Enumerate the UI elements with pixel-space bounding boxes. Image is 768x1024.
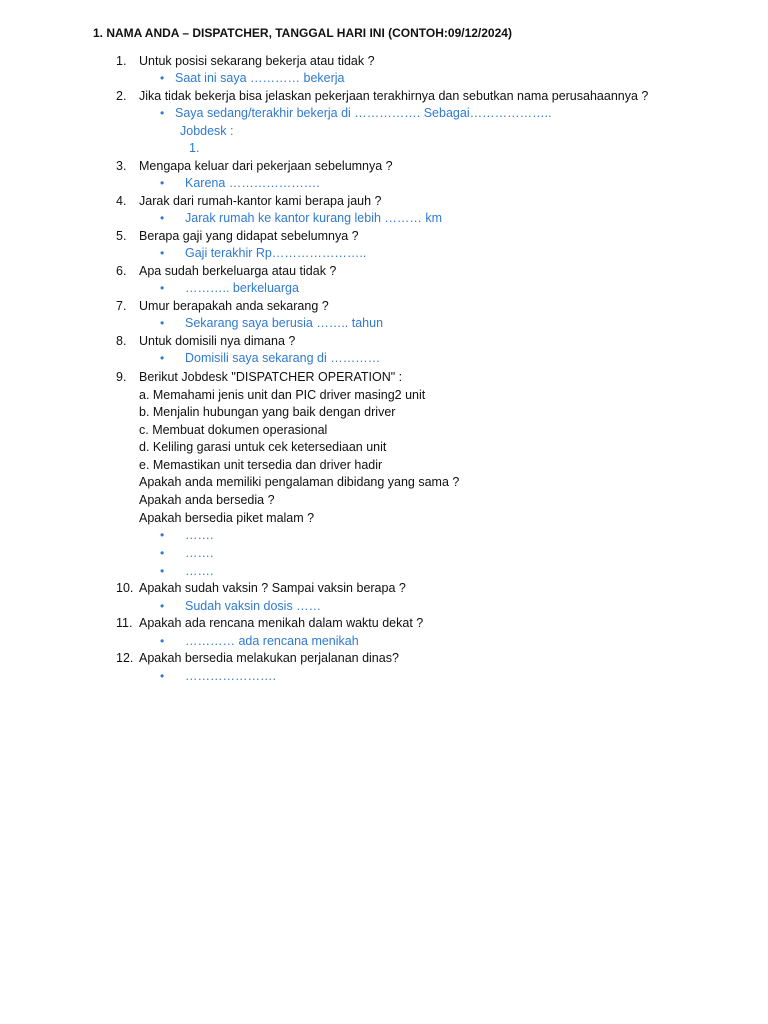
answer-text: ……….. berkeluarga [185, 281, 299, 295]
question-text: Apakah ada rencana menikah dalam waktu dekat ? [139, 616, 424, 630]
bullet-icon: • [160, 351, 165, 365]
answer-text: Saat ini saya ………… bekerja [175, 71, 345, 85]
bullet-icon: • [160, 599, 165, 613]
answer-3 [160, 176, 320, 190]
jobdesk-item-1: 1. [189, 141, 200, 155]
question-text: Apakah sudah vaksin ? Sampai vaksin berapa ? [139, 581, 406, 595]
bullet-icon: • [160, 211, 165, 225]
bullet-icon: • [160, 564, 165, 578]
question-3 [116, 159, 393, 173]
question-6 [116, 264, 336, 278]
answer-text: Sudah vaksin dosis …… [185, 599, 322, 613]
answer-text: Domisili saya sekarang di ………… [185, 351, 381, 365]
question-text: Untuk domisili nya dimana ? [139, 334, 296, 348]
answer-text: Saya sedang/terakhir bekerja di ……………. Sebagai……………….. [175, 106, 552, 120]
question-number: 9. [116, 370, 127, 384]
bullet-icon: • [160, 316, 165, 330]
question-1 [116, 54, 375, 68]
question-text: Umur berapakah anda sekarang ? [139, 299, 329, 313]
question-8 [116, 334, 295, 348]
question-4 [116, 194, 381, 208]
question-number: 7. [116, 299, 127, 313]
question-number: 5. [116, 229, 127, 243]
question-text: Apa sudah berkeluarga atau tidak ? [139, 264, 337, 278]
answer-12 [160, 669, 276, 683]
question-number: 10. [116, 581, 134, 595]
sub-question-willing: Apakah anda bersedia ? [139, 493, 275, 507]
question-text: Apakah bersedia melakukan perjalanan dinas? [139, 651, 399, 665]
question-number: 4. [116, 194, 127, 208]
bullet-icon: • [160, 106, 165, 120]
question-number: 1. [116, 54, 127, 68]
answer-text: ……. [185, 546, 214, 560]
question-text: Mengapa keluar dari pekerjaan sebelumnya ? [139, 159, 393, 173]
answer-5 [160, 246, 366, 260]
bullet-icon: • [160, 176, 165, 190]
bullet-icon: • [160, 528, 165, 542]
question-7 [116, 299, 329, 313]
answer-11 [160, 634, 359, 648]
question-9 [116, 370, 402, 384]
answer-6 [160, 281, 299, 295]
answer-7 [160, 316, 383, 330]
jobdesk-item-e: e. Memastikan unit tersedia dan driver hadir [139, 458, 383, 472]
document-heading: 1. NAMA ANDA – DISPATCHER, TANGGAL HARI INI (CONTOH:09/12/2024) [93, 26, 512, 40]
question-text: Untuk posisi sekarang bekerja atau tidak ? [139, 54, 375, 68]
question-5 [116, 229, 359, 243]
question-text: Berapa gaji yang didapat sebelumnya ? [139, 229, 359, 243]
sub-question-night-shift: Apakah bersedia piket malam ? [139, 511, 315, 525]
question-number: 3. [116, 159, 127, 173]
answer-text: ………… ada rencana menikah [185, 634, 359, 648]
answer-text: Karena …………………. [185, 176, 320, 190]
question-number: 8. [116, 334, 127, 348]
sub-question-experience: Apakah anda memiliki pengalaman dibidang yang sama ? [139, 475, 460, 489]
jobdesk-label: Jobdesk : [180, 124, 234, 138]
bullet-icon: • [160, 669, 165, 683]
answer-8 [160, 351, 380, 365]
jobdesk-item-a: a. Memahami jenis unit dan PIC driver masing2 unit [139, 388, 426, 402]
bullet-icon: • [160, 246, 165, 260]
question-11 [116, 616, 423, 630]
question-2 [116, 89, 648, 103]
answer-9-1 [160, 528, 213, 542]
question-text: Berikut Jobdesk "DISPATCHER OPERATION" : [139, 370, 403, 384]
answer-text: …………………. [185, 669, 276, 683]
bullet-icon: • [160, 634, 165, 648]
answer-text: Jarak rumah ke kantor kurang lebih ……… km [185, 211, 443, 225]
jobdesk-item-d: d. Keliling garasi untuk cek ketersediaan unit [139, 440, 387, 454]
jobdesk-item-b: b. Menjalin hubungan yang baik dengan driver [139, 405, 396, 419]
jobdesk-item-c: c. Membuat dokumen operasional [139, 423, 328, 437]
answer-9-3 [160, 564, 213, 578]
question-number: 11. [116, 616, 133, 630]
answer-text: ……. [185, 564, 214, 578]
bullet-icon: • [160, 71, 165, 85]
question-text: Jarak dari rumah-kantor kami berapa jauh ? [139, 194, 382, 208]
bullet-icon: • [160, 281, 165, 295]
question-10 [116, 581, 406, 595]
question-text: Jika tidak bekerja bisa jelaskan pekerjaan terakhirnya dan sebutkan nama perusahaannya ? [139, 89, 649, 103]
question-number: 6. [116, 264, 127, 278]
answer-9-2 [160, 546, 213, 560]
question-number: 12. [116, 651, 134, 665]
answer-1 [160, 71, 345, 85]
answer-text: Gaji terakhir Rp………………….. [185, 246, 367, 260]
answer-4 [160, 211, 442, 225]
question-number: 2. [116, 89, 127, 103]
bullet-icon: • [160, 546, 165, 560]
answer-text: ……. [185, 528, 214, 542]
answer-10 [160, 599, 321, 613]
question-12 [116, 651, 399, 665]
answer-2 [160, 106, 552, 120]
answer-text: Sekarang saya berusia …….. tahun [185, 316, 384, 330]
